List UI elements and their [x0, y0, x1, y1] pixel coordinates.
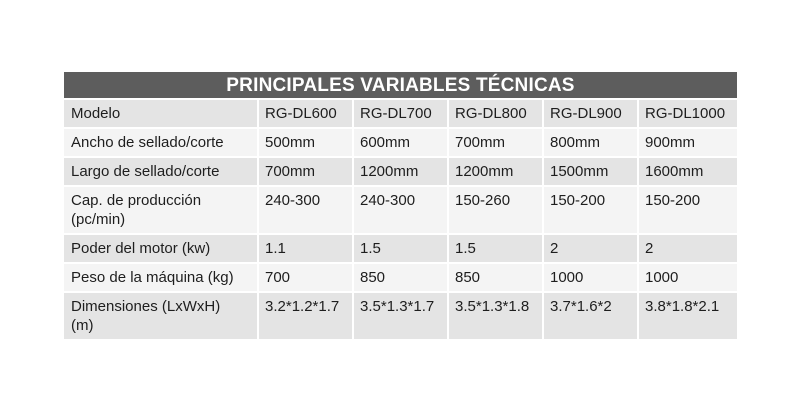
row-label: Poder del motor (kw): [64, 233, 259, 262]
table-cell: 1600mm: [639, 156, 737, 185]
model-cell: RG-DL800: [449, 98, 544, 127]
table-cell: 1200mm: [354, 156, 449, 185]
table-title: PRINCIPALES VARIABLES TÉCNICAS: [64, 72, 737, 98]
table-row: [64, 156, 737, 185]
table-cell: 3.2*1.2*1.7: [259, 291, 354, 339]
table-cell: 700: [259, 262, 354, 291]
table-row: [64, 127, 737, 156]
model-cell: RG-DL700: [354, 98, 449, 127]
table-cell: 150-260: [449, 185, 544, 233]
table-cell: 800mm: [544, 127, 639, 156]
table-cell: 1500mm: [544, 156, 639, 185]
table-cell: 2: [544, 233, 639, 262]
table-cell: 2: [639, 233, 737, 262]
model-cell: RG-DL1000: [639, 98, 737, 127]
table-cell: 3.5*1.3*1.7: [354, 291, 449, 339]
table-cell: 1.5: [449, 233, 544, 262]
table-row: [64, 185, 737, 233]
spec-table: [64, 72, 737, 339]
table-cell: 850: [354, 262, 449, 291]
model-cell: RG-DL600: [259, 98, 354, 127]
table-cell: 3.5*1.3*1.8: [449, 291, 544, 339]
table-cell: 1.1: [259, 233, 354, 262]
model-cell: RG-DL900: [544, 98, 639, 127]
table-cell: 700mm: [449, 127, 544, 156]
table-row: [64, 98, 737, 127]
table-cell: 150-200: [639, 185, 737, 233]
table-cell: 700mm: [259, 156, 354, 185]
table-cell: 500mm: [259, 127, 354, 156]
row-label: Peso de la máquina (kg): [64, 262, 259, 291]
row-label: Dimensiones (LxWxH) (m): [64, 291, 259, 339]
table-cell: 1.5: [354, 233, 449, 262]
table-cell: 600mm: [354, 127, 449, 156]
row-label: Modelo: [64, 98, 259, 127]
table-row: [64, 262, 737, 291]
table-cell: 850: [449, 262, 544, 291]
table-cell: 3.7*1.6*2: [544, 291, 639, 339]
table-cell: 150-200: [544, 185, 639, 233]
table-cell: 3.8*1.8*2.1: [639, 291, 737, 339]
row-label: Ancho de sellado/corte: [64, 127, 259, 156]
table-row: [64, 233, 737, 262]
table-cell: 240-300: [354, 185, 449, 233]
table-row: [64, 291, 737, 339]
row-label: Cap. de producción (pc/min): [64, 185, 259, 233]
table-cell: 1000: [544, 262, 639, 291]
table-cell: 1200mm: [449, 156, 544, 185]
table-cell: 900mm: [639, 127, 737, 156]
table-cell: 240-300: [259, 185, 354, 233]
row-label: Largo de sellado/corte: [64, 156, 259, 185]
table-cell: 1000: [639, 262, 737, 291]
